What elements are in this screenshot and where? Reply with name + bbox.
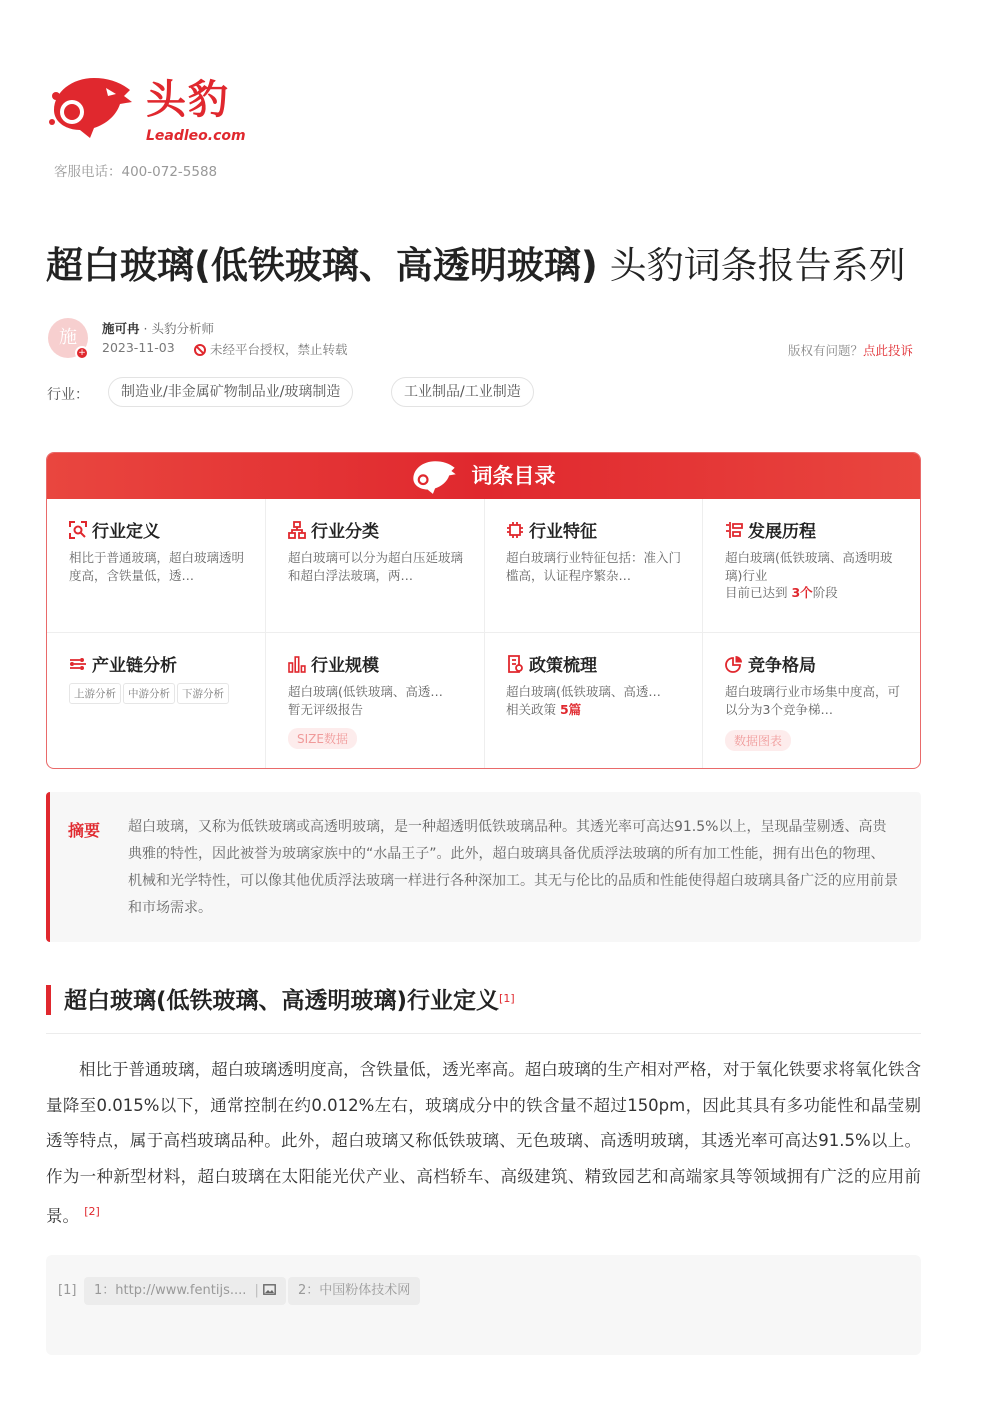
copyright-question-text: 版权有问题？ xyxy=(788,343,864,358)
avatar: 施 xyxy=(48,318,88,358)
reference-link-text: 1：http://www.fentijs.... xyxy=(94,1283,247,1298)
midstream-tag[interactable]: 中游分析 xyxy=(123,683,175,704)
section-title-text: 超白玻璃(低铁玻璃、高透明玻璃)行业定义 xyxy=(64,988,500,1014)
reference-link[interactable]: 2：中国粉体技术网 xyxy=(288,1277,420,1305)
section-title-ref[interactable]: [1] xyxy=(499,992,515,1005)
abstract-box xyxy=(46,792,921,942)
toc-item-chain[interactable] xyxy=(47,633,266,769)
toc-item-desc: 超白玻璃行业特征包括：准入门槛高，认证程序繁杂… xyxy=(506,550,682,583)
toc-title: 词条目录 xyxy=(471,464,556,488)
prohibited-icon xyxy=(194,344,206,356)
toc-item-history[interactable] xyxy=(703,499,921,633)
toc-item-desc-text: 超白玻璃(低铁玻璃、高透… xyxy=(288,684,443,699)
policy-doc-icon xyxy=(506,655,524,673)
plus-badge-icon: + xyxy=(75,346,89,360)
section-accent-bar xyxy=(46,985,51,1015)
complain-link[interactable]: 点此投诉 xyxy=(863,343,914,358)
section-body-text: 相比于普通玻璃，超白玻璃透明度高，含铁量低，透光率高。超白玻璃的生产相对严格，对于氧化铁要求将氧化铁含量降至0.015%以下，通常控制在约0.012%左右，玻璃成分中的铁含量不超过150pm，因此其具有多功能性和晶莹剔透等特点，属于高档玻璃品种。此外，超白玻璃又称低铁玻璃、无色玻璃、高透明玻璃，其透光率可高达91.5%以上。作为一种新型材料，超白玻璃在太阳能光伏产业、高档轿车、高级建筑、精致园艺和高端家具等领域拥有广泛的应用前景。 xyxy=(46,1060,921,1226)
toc-item-label: 发展历程 xyxy=(748,522,816,542)
toc-item-desc xyxy=(288,683,464,718)
report-title-main: 超白玻璃(低铁玻璃、高透明玻璃) xyxy=(46,244,598,287)
toc-item-desc-text: 超白玻璃(低铁玻璃、高透… xyxy=(506,684,661,699)
toc-item-desc xyxy=(506,683,682,718)
section-divider xyxy=(46,1033,921,1034)
toc-item-label: 行业定义 xyxy=(92,522,160,542)
toc-item-extra: 暂无评级报告 xyxy=(288,701,364,717)
toc-item-title xyxy=(69,519,245,543)
toc-item-desc: 超白玻璃行业市场集中度高，可以分为3个竞争梯… xyxy=(725,684,901,717)
policy-count: 5篇 xyxy=(559,701,582,717)
references-box xyxy=(46,1255,921,1355)
report-title-suffix: 头豹词条报告系列 xyxy=(609,244,906,287)
toc-item-desc xyxy=(725,549,902,602)
publish-date: 2023-11-03 xyxy=(102,340,175,355)
abstract-text: 超白玻璃，又称为低铁玻璃或高透明玻璃，是一种超透明低铁玻璃品种。其透光率可高达91.5%以上，呈现晶莹剔透、高贵典雅的特性，因此被誉为玻璃家族中的“水晶王子”。此外，超白玻璃具备优质浮法玻璃的所有加工性能，拥有出色的物理、机械和光学特性，可以像其他优质浮法玻璃一样进行各种深加工。其无与伦比的品质和性能使得超白玻璃具备广泛的应用前景和市场需求。 xyxy=(128,819,898,916)
logo-chinese-text: 头豹 xyxy=(146,77,230,123)
toc-item-label: 行业特征 xyxy=(529,522,597,542)
industry-tag[interactable]: 工业制品/工业制造 xyxy=(391,377,534,407)
hierarchy-icon xyxy=(288,521,306,539)
toc-item-extra: 目前已达到 xyxy=(725,585,792,600)
pie-chart-icon xyxy=(725,655,743,673)
section-body-ref[interactable]: [2] xyxy=(84,1205,100,1218)
upstream-tag[interactable]: 上游分析 xyxy=(69,683,121,704)
toc-item-desc: 超白玻璃可以分为超白压延玻璃和超白浮法玻璃，两… xyxy=(288,550,464,583)
toc-item-extra-post: 阶段 xyxy=(812,585,838,600)
toc-item-classification[interactable] xyxy=(266,499,485,633)
search-scan-icon xyxy=(69,521,87,539)
copyright-question xyxy=(788,341,913,359)
chain-sub-tags xyxy=(69,677,245,704)
report-title xyxy=(46,242,906,290)
timeline-icon xyxy=(725,521,743,539)
stage-count: 3个 xyxy=(791,585,813,600)
toc-item-desc-text: 超白玻璃(低铁玻璃、高透明玻璃)行业 xyxy=(725,550,893,583)
downstream-tag[interactable]: 下游分析 xyxy=(177,683,229,704)
toc-item-label: 竞争格局 xyxy=(748,656,816,676)
toc-item-competition[interactable] xyxy=(703,633,921,769)
section-title xyxy=(64,985,515,1017)
toc-item-title xyxy=(725,519,902,543)
toc-item-desc: 相比于普通玻璃，超白玻璃透明度高，含铁量低，透… xyxy=(69,550,245,583)
toc-item-label: 行业规模 xyxy=(311,656,379,676)
leadleo-logo xyxy=(46,72,246,152)
author-role: · 头豹分析师 xyxy=(143,321,214,336)
author-name[interactable]: 施可冉 xyxy=(102,321,140,336)
toc-item-title xyxy=(288,519,464,543)
bar-chart-icon xyxy=(288,655,306,673)
toc-item-title xyxy=(506,519,682,543)
reference-link[interactable]: 1：http://www.fentijs.... | xyxy=(84,1277,286,1305)
toc-item-title xyxy=(288,653,464,677)
toc-item-policy[interactable] xyxy=(484,633,703,769)
industry-tag[interactable]: 制造业/非金属矿物制品业/玻璃制造 xyxy=(108,377,353,407)
size-data-chip[interactable]: SIZE数据 xyxy=(288,728,357,749)
toc-item-label: 产业链分析 xyxy=(92,656,177,676)
toc-item-label: 政策梳理 xyxy=(529,656,597,676)
toc-item-title xyxy=(725,653,902,677)
chip-icon xyxy=(506,521,524,539)
chain-icon xyxy=(69,655,87,673)
abstract-label: 摘要 xyxy=(68,821,101,840)
service-hotline: 客服电话：400-072-5588 xyxy=(54,164,218,180)
toc-item-title xyxy=(69,653,245,677)
reference-index: [1] xyxy=(58,1283,77,1298)
leopard-logo-icon xyxy=(46,72,138,142)
toc-item-scale[interactable] xyxy=(266,633,485,769)
author-line xyxy=(102,319,214,337)
data-chart-chip[interactable]: 数据图表 xyxy=(725,730,791,751)
reprint-notice xyxy=(194,340,348,358)
toc-panel xyxy=(46,452,921,769)
toc-item-title xyxy=(506,653,682,677)
toc-item-definition[interactable] xyxy=(47,499,266,633)
toc-item-features[interactable] xyxy=(484,499,703,633)
toc-header xyxy=(47,453,920,499)
reprint-notice-text: 未经平台授权，禁止转载 xyxy=(210,342,348,357)
toc-item-label: 行业分类 xyxy=(311,522,379,542)
toc-item-extra: 相关政策 xyxy=(506,701,560,717)
image-icon xyxy=(263,1284,276,1295)
industry-label: 行业： xyxy=(47,387,89,403)
section-body xyxy=(46,1052,921,1234)
logo-english-text: Leadleo.com xyxy=(146,128,246,144)
